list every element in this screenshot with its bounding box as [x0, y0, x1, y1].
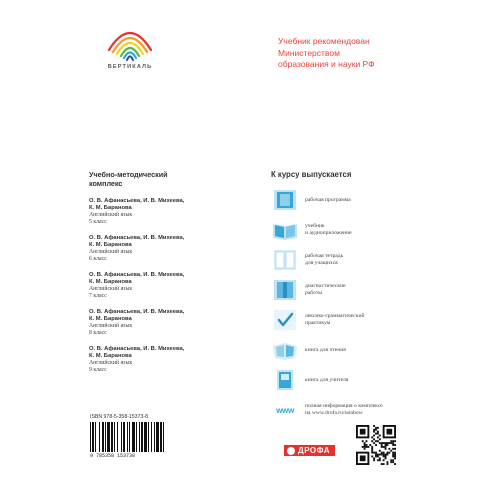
component-label	[305, 197, 455, 204]
checkmark-icon	[271, 308, 299, 332]
book-entry	[89, 309, 239, 337]
qr-module	[379, 435, 381, 437]
kit-list	[89, 170, 239, 383]
book-authors: О. В. Афанасьева, И. В. Михеева,	[89, 235, 185, 241]
book-authors: К. М. Баранова	[89, 242, 132, 248]
book-subject: Английский язык	[89, 286, 133, 292]
qr-module	[379, 459, 381, 461]
qr-module	[379, 442, 381, 444]
qr-module	[375, 444, 377, 446]
series-components	[271, 170, 471, 428]
component-item	[271, 398, 471, 422]
qr-module	[394, 455, 396, 457]
qr-module	[364, 446, 366, 448]
book-grade: 5 класс	[89, 219, 107, 225]
qr-module	[373, 429, 375, 431]
qr-module	[383, 446, 385, 448]
component-label-line: для учащихся	[305, 260, 338, 266]
qr-module	[381, 442, 383, 444]
book-authors: К. М. Баранова	[89, 316, 132, 322]
book-grade: 8 класс	[89, 330, 107, 336]
web-info-line: полная информация о комплексе	[305, 403, 383, 409]
book-authors: О. В. Афанасьева, И. В. Михеева,	[89, 198, 185, 204]
qr-module	[375, 455, 377, 457]
barcode-bar	[164, 422, 165, 452]
qr-module	[394, 454, 396, 456]
qr-module	[364, 448, 366, 450]
ministry-recommendation	[278, 36, 438, 71]
qr-module	[371, 448, 373, 450]
qr-module	[383, 452, 385, 454]
book-authors: О. В. Афанасьева, И. В. Михеева,	[89, 346, 185, 352]
qr-module	[385, 444, 387, 446]
qr-module	[373, 442, 375, 444]
book-entry	[89, 272, 239, 300]
component-label-line: работы	[305, 290, 323, 296]
component-label-line: рабочая тетрадь	[305, 253, 344, 259]
qr-module	[377, 440, 379, 442]
qr-module	[394, 444, 396, 446]
book-subject: Английский язык	[89, 212, 133, 218]
component-label	[305, 283, 455, 297]
workbook-icon	[271, 248, 299, 272]
qr-module	[373, 438, 375, 440]
qr-module	[386, 452, 388, 454]
qr-module	[388, 452, 390, 454]
component-item	[271, 188, 471, 212]
publisher-badge	[284, 445, 335, 456]
qr-module	[394, 452, 396, 454]
qr-module	[366, 444, 368, 446]
qr-module	[383, 442, 385, 444]
qr-module	[371, 436, 373, 438]
qr-module	[385, 455, 387, 457]
component-item	[271, 218, 471, 242]
qr-module	[390, 442, 392, 444]
publisher-dot-icon	[287, 447, 295, 455]
qr-module	[392, 455, 394, 457]
qr-module	[366, 440, 368, 442]
qr-module	[390, 450, 392, 452]
logo-wordmark: ВЕРТИКАЛЬ	[107, 64, 153, 70]
component-label-line: диагностические	[305, 283, 346, 289]
component-label	[305, 313, 455, 327]
qr-module	[386, 463, 388, 465]
qr-module	[394, 463, 396, 465]
qr-module	[386, 461, 388, 463]
component-label-line: рабочая программа	[305, 196, 351, 203]
qr-module	[385, 454, 387, 456]
qr-module	[373, 452, 375, 454]
qr-module	[392, 454, 394, 456]
qr-module	[377, 436, 379, 438]
qr-module	[386, 442, 388, 444]
qr-module	[381, 444, 383, 446]
qr-code-icon	[356, 425, 396, 465]
qr-module	[385, 457, 387, 459]
qr-module	[379, 454, 381, 456]
qr-module	[388, 448, 390, 450]
qr-module	[367, 446, 369, 448]
qr-module	[392, 444, 394, 446]
program-icon	[271, 188, 299, 212]
qr-module	[362, 446, 364, 448]
qr-module	[371, 455, 373, 457]
qr-module	[383, 455, 385, 457]
publisher-series-logo	[100, 20, 160, 76]
web-info-link[interactable]: на www.drofa.ru/rainbow	[305, 410, 363, 416]
qr-module	[386, 454, 388, 456]
publisher-name: ДРОФА	[298, 446, 331, 455]
qr-module	[392, 461, 394, 463]
qr-module	[364, 444, 366, 446]
qr-module	[377, 427, 379, 429]
component-label-line: и аудиоприложение	[305, 230, 352, 236]
qr-module	[360, 455, 366, 461]
qr-module	[390, 459, 392, 461]
recommendation-line: образования и науки РФ	[278, 59, 375, 69]
qr-module	[371, 452, 373, 454]
teacher-book-icon	[271, 368, 299, 392]
component-label	[305, 377, 455, 384]
qr-module	[371, 450, 373, 452]
series-title: К курсу выпускается	[271, 170, 352, 179]
qr-module	[379, 450, 381, 452]
qr-module	[390, 461, 392, 463]
qr-module	[383, 459, 385, 461]
qr-module	[388, 442, 390, 444]
qr-module	[392, 452, 394, 454]
qr-module	[364, 442, 366, 444]
kit-title-line: Учебно-методический	[89, 170, 168, 179]
publisher-logo	[284, 445, 335, 456]
book-grade: 7 класс	[89, 293, 107, 299]
recommendation-line: Министерством	[278, 47, 340, 58]
qr-module	[377, 431, 379, 433]
isbn-number: ISBN 978-5-358-15373-8	[90, 414, 148, 420]
qr-module	[385, 442, 387, 444]
qr-module	[385, 448, 387, 450]
qr-module	[394, 440, 396, 442]
qr-module	[377, 433, 379, 435]
qr-module	[362, 440, 364, 442]
qr-module	[394, 448, 396, 450]
qr-module	[375, 440, 377, 442]
qr-module	[371, 446, 373, 448]
book-subject: Английский язык	[89, 249, 133, 255]
kit-title-line: комплекс	[89, 179, 123, 188]
component-label-line: практикум	[305, 320, 331, 326]
qr-module	[392, 459, 394, 461]
component-label	[305, 403, 455, 417]
book-subject: Английский язык	[89, 323, 133, 329]
book-authors: О. В. Афанасьева, И. В. Михеева,	[89, 309, 185, 315]
book-subject: Английский язык	[89, 360, 133, 366]
component-label	[305, 347, 455, 354]
qr-module	[373, 435, 375, 437]
qr-module	[379, 438, 381, 440]
qr-module	[394, 457, 396, 459]
book-authors: К. М. Баранова	[89, 279, 132, 285]
qr-module	[392, 442, 394, 444]
qr-module	[385, 446, 387, 448]
book-authors: К. М. Баранова	[89, 353, 132, 359]
component-item	[271, 368, 471, 392]
qr-module	[377, 455, 379, 457]
fan-arcs-logo-icon	[105, 20, 155, 62]
qr-module	[375, 429, 377, 431]
diagnostic-icon	[271, 278, 299, 302]
book-grade: 6 класс	[89, 256, 107, 262]
component-label-line: книга для учителя	[305, 376, 349, 383]
component-label-line: лексико-грамматический	[305, 313, 365, 319]
qr-module	[375, 433, 377, 435]
component-item	[271, 248, 471, 272]
textbook-audio-icon	[271, 218, 299, 242]
qr-module	[381, 454, 383, 456]
qr-module	[383, 463, 385, 465]
book-grade: 9 класс	[89, 367, 107, 373]
recommendation-line: Учебник рекомендован	[278, 36, 370, 46]
component-item	[271, 338, 471, 362]
component-label	[305, 223, 455, 237]
qr-module	[390, 440, 392, 442]
qr-module	[371, 440, 373, 442]
qr-module	[373, 457, 375, 459]
qr-module	[360, 429, 366, 435]
qr-module	[381, 452, 383, 454]
qr-module	[392, 440, 394, 442]
book-authors: К. М. Баранова	[89, 205, 132, 211]
qr-module	[383, 454, 385, 456]
qr-module	[379, 457, 381, 459]
book-entry	[89, 346, 239, 374]
qr-module	[369, 444, 371, 446]
reading-book-icon	[271, 338, 299, 362]
component-label	[305, 253, 455, 267]
book-authors: О. В. Афанасьева, И. В. Михеева,	[89, 272, 185, 278]
qr-module	[375, 427, 377, 429]
barcode-number: 9 785358 153738	[90, 453, 136, 459]
qr-module	[381, 463, 383, 465]
www-badge: www	[276, 405, 294, 415]
qr-module	[373, 459, 375, 461]
component-label-line: учебник	[305, 223, 325, 229]
component-item	[271, 308, 471, 332]
book-entry	[89, 198, 239, 226]
qr-module	[377, 454, 379, 456]
qr-module	[386, 444, 388, 446]
qr-module	[373, 425, 375, 427]
kit-title	[89, 170, 239, 188]
qr-module	[375, 452, 377, 454]
barcode-bars	[90, 422, 190, 452]
qr-module	[381, 446, 383, 448]
component-item	[271, 278, 471, 302]
isbn-barcode	[90, 414, 190, 459]
book-entry	[89, 235, 239, 263]
qr-module	[392, 448, 394, 450]
component-label-line: книга для чтения	[305, 346, 346, 353]
qr-module	[375, 454, 377, 456]
qr-module	[386, 429, 392, 435]
qr-module	[373, 431, 375, 433]
qr-module	[366, 446, 368, 448]
qr-module	[377, 459, 379, 461]
